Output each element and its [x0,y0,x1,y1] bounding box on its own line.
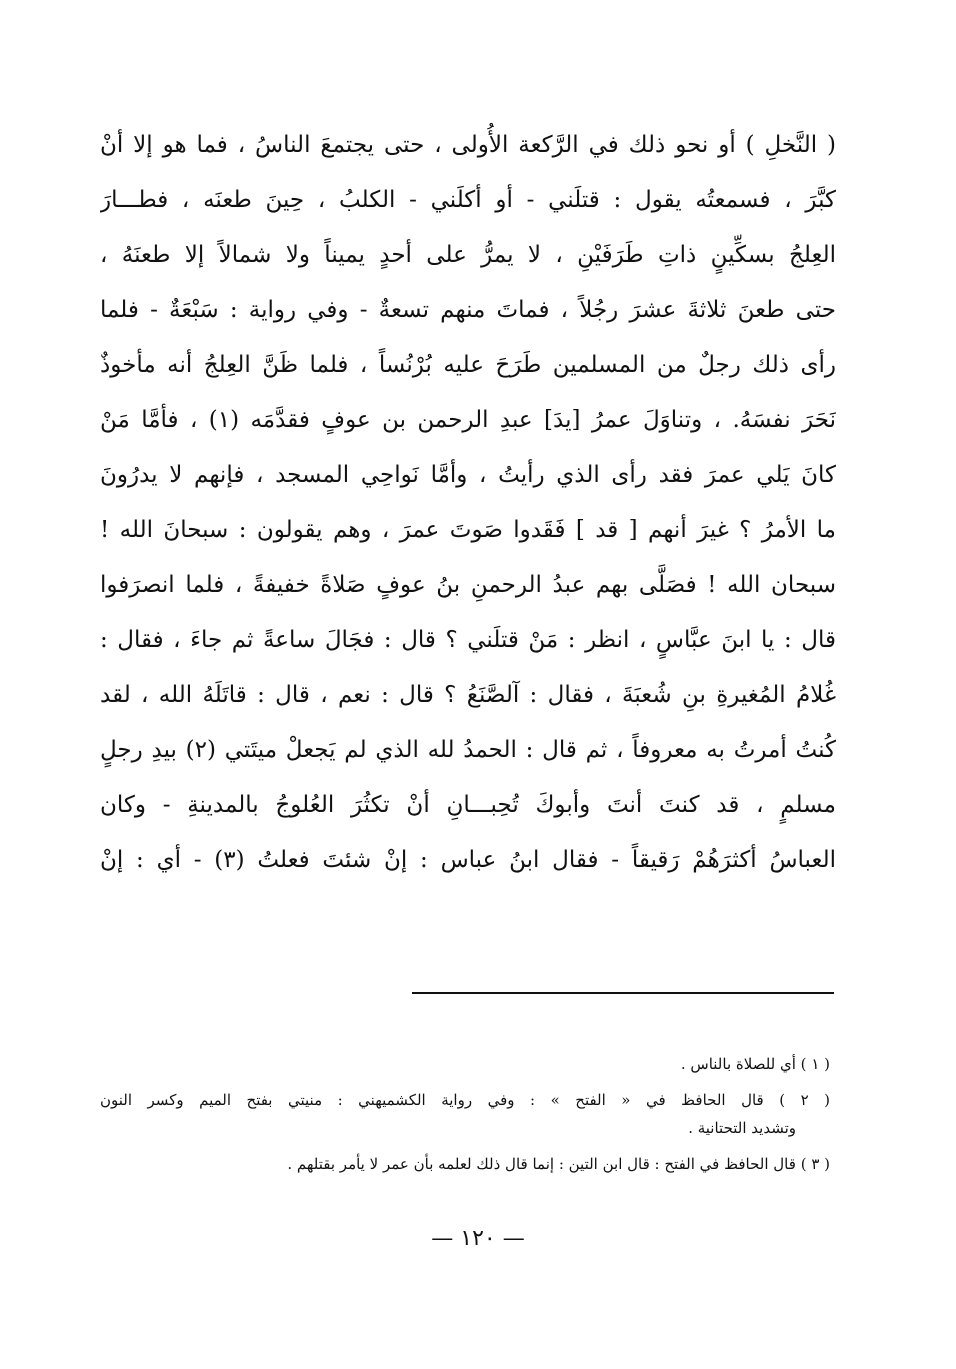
text-line-10: قال : يا ابنَ عبَّاسٍ ، انظر : مَنْ قتلَني ؟ قال : فجَالَ ساعةً ثم جاءَ ، فقال : [100,627,836,653]
footnotes [100,1050,830,1178]
footnote-3-text: ( ٣ ) قال الحافظ في الفتح : قال ابن التين : إنما قال ذلك لعلمه بأن عمر لا يأمر بقتلهم . [287,1155,830,1173]
footnote-1 [100,1050,830,1078]
text-line-3: العِلجُ بسكِّينٍ ذاتِ طَرَفَيْنِ ، لا يمرُّ على أحدٍ يميناً ولا شمالاً إلا طعنَهُ ، [100,242,836,268]
footnote-2 [100,1086,830,1142]
footnote-separator [412,992,834,994]
footnote-2-text: ( ٢ ) قال الحافظ في « الفتح » : وفي رواية الكشميهني : منيتي بفتح الميم وكسر النون [100,1091,830,1109]
footnote-2-continuation: وتشديد التحتانية . [688,1119,796,1137]
text-line-4: حتى طعنَ ثلاثةَ عشرَ رجُلاً ، فماتَ منهم تسعةٌ - وفي رواية : سَبْعَةٌ - فلما [100,297,836,323]
text-line-6: نَحَرَ نفسَهُ. ، وتناوَلَ عمرُ [يدَ] عبدِ الرحمن بن عوفٍ فقدَّمَه (١) ، فأمَّا مَنْ [100,407,836,433]
footnote-3 [100,1150,830,1178]
text-line-12: كُنتُ أمرتُ به معروفاً ، ثم قال : الحمدُ لله الذي لم يَجعلْ ميتَتي (٢) بيدِ رجلٍ [100,737,836,763]
text-line-5: رأى ذلك رجلٌ من المسلمين طَرَحَ عليه بُرْنُساً ، فلما ظَنَّ العِلجُ أنه مأخوذٌ [100,352,836,378]
text-line-11: غُلامُ المُغيرةِ بنِ شُعبَةَ ، فقال : آلصَّنَعُ ؟ قال : نعم ، قال : قاتَلَهُ الله ، لقد [100,682,836,708]
text-line-13: مسلمٍ ، قد كنتَ أنتَ وأبوكَ تُحِبـــانِ أنْ تكثُرَ العُلوجُ بالمدينةِ - وكان [100,792,836,818]
text-line-7: كانَ يَلي عمرَ فقد رأى الذي رأيتُ ، وأمَّا نَواحِي المسجد ، فإنهم لا يدرُونَ [100,462,836,488]
text-line-1: ( النَّخلِ ) أو نحو ذلك في الرَّكعة الأُولى ، حتى يجتمعَ الناسُ ، فما هو إلا أنْ [100,132,836,158]
page-number: — ١٢٠ — [431,1226,525,1251]
main-text [100,118,836,888]
text-line-9: سبحان الله ! فصَلَّى بهم عبدُ الرحمنِ بنُ عوفٍ صَلاةً خفيفةً ، فلما انصرَفوا [100,572,836,598]
text-line-14: العباسُ أكثرَهُمْ رَقيقاً - فقال ابنُ عباس : إنْ شئتَ فعلتُ (٣) - أي : إنْ [100,847,836,873]
text-line-8: ما الأمرُ ؟ غيرَ أنهم [ قد ] فَقَدوا صَوتَ عمرَ ، وهم يقولون : سبحانَ الله ! [100,517,836,543]
text-line-2: كبَّرَ ، فسمعتُه يقول : قتلَني - أو أكلَني - الكلبُ ، حِينَ طعنَه ، فطـــارَ [100,187,836,213]
footnote-1-text: ( ١ ) أي للصلاة بالناس . [680,1055,830,1073]
